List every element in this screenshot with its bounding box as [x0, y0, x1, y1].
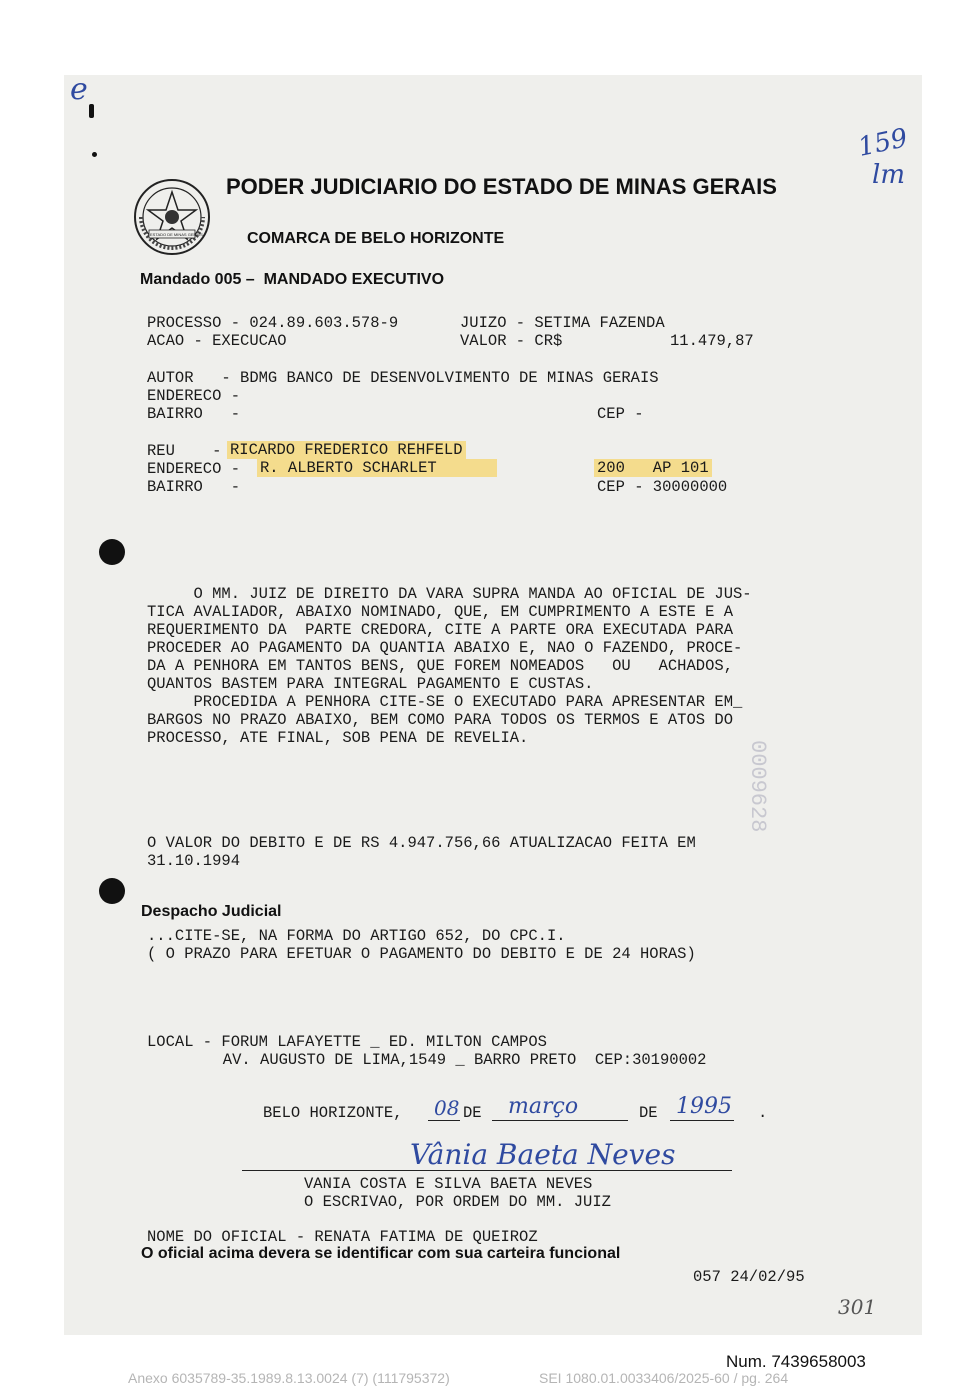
reu-label: REU -: [147, 442, 222, 460]
ink-mark: [89, 104, 94, 118]
document-number: Num. 7439658003: [726, 1352, 866, 1371]
document-title: PODER JUDICIARIO DO ESTADO DE MINAS GERAIS: [226, 174, 777, 199]
reu-cep: CEP - 30000000: [597, 478, 728, 496]
valor-amount: 11.479,87: [670, 332, 754, 350]
signer-role: O ESCRIVAO, POR ORDEM DO MM. JUIZ: [304, 1193, 611, 1211]
handwritten-mark-top-left: e: [70, 72, 88, 107]
autor-bairro: BAIRRO -: [147, 405, 241, 423]
date-city: BELO HORIZONTE,: [263, 1104, 403, 1122]
local-address: AV. AUGUSTO DE LIMA,1549 _ BARRO PRETO CEP:30190002: [167, 1051, 707, 1069]
local-line: LOCAL - FORUM LAFAYETTE _ ED. MILTON CAMPOS: [147, 1033, 547, 1051]
autor-line: AUTOR - BDMG BANCO DE DESENVOLVIMENTO DE MINAS GERAIS: [147, 369, 659, 387]
mandado-body: [147, 585, 752, 747]
handwritten-folio: 301: [838, 1295, 877, 1319]
handwritten-page-number: 159: [855, 123, 911, 163]
body-line: QUANTOS BASTEM PARA INTEGRAL PAGAMENTO E CUSTAS.: [147, 675, 594, 693]
signature-line: [242, 1170, 732, 1171]
mandado-heading: Mandado 005 – MANDADO EXECUTIVO: [140, 271, 445, 288]
reu-name: RICARDO FREDERICO REHFELD: [227, 441, 466, 459]
autor-cep: CEP -: [597, 405, 644, 423]
seal-text: ESTADO DE MINAS GERAIS: [150, 232, 203, 237]
comarca-heading: COMARCA DE BELO HORIZONTE: [247, 230, 505, 247]
juizo: JUIZO - SETIMA FAZENDA: [460, 314, 665, 332]
form-code: 057 24/02/95: [693, 1268, 805, 1286]
month-underline: [492, 1120, 628, 1121]
date-de: DE: [639, 1104, 658, 1122]
handwritten-signature: Vânia Baeta Neves: [410, 1138, 676, 1171]
date-day: 08: [434, 1096, 460, 1120]
valor-label: VALOR - CR$: [460, 332, 563, 350]
date-end: .: [758, 1104, 768, 1122]
body-line: REQUERIMENTO DA PARTE CREDORA, CITE A PARTE ORA EXECUTADA PARA: [147, 621, 733, 639]
anexo-reference: Anexo 6035789-35.1989.8.13.0024 (7) (111795372): [128, 1370, 450, 1386]
handwritten-initials: lm: [872, 160, 905, 190]
reu-endereco: R. ALBERTO SCHARLET: [257, 459, 497, 477]
state-seal-icon: [133, 178, 211, 256]
body-line: TICA AVALIADOR, ABAIXO NOMINADO, QUE, EM CUMPRIMENTO A ESTE E A: [147, 603, 733, 621]
body-line: O MM. JUIZ DE DIREITO DA VARA SUPRA MANDA AO OFICIAL DE JUS-: [147, 585, 752, 603]
date-de: DE: [463, 1104, 482, 1122]
day-underline: [428, 1120, 460, 1121]
reu-numero: 200 AP 101: [594, 459, 712, 477]
body-line: PROCESSO, ATE FINAL, SOB PENA DE REVELIA.: [147, 729, 529, 747]
signer-name: VANIA COSTA E SILVA BAETA NEVES: [304, 1175, 593, 1193]
date-year: 1995: [676, 1094, 732, 1119]
acao: ACAO - EXECUCAO: [147, 332, 287, 350]
year-underline: [670, 1120, 734, 1121]
sei-reference: SEI 1080.01.0033406/2025-60 / pg. 264: [539, 1370, 789, 1386]
processo-number: PROCESSO - 024.89.603.578-9: [147, 314, 399, 332]
oficial-name: NOME DO OFICIAL - RENATA FATIMA DE QUEIROZ: [147, 1228, 538, 1246]
punch-hole: [99, 539, 125, 565]
date-month: março: [508, 1094, 579, 1119]
ink-mark: [92, 152, 97, 157]
reu-bairro: BAIRRO -: [147, 478, 241, 496]
oficial-notice: O oficial acima devera se identificar com sua carteira funcional: [141, 1245, 621, 1262]
valor-debito-date: 31.10.1994: [147, 852, 241, 870]
reu-endereco-label: ENDERECO -: [147, 460, 241, 478]
body-line: DA A PENHORA EM TANTOS BENS, QUE FOREM NOMEADOS OU ACHADOS,: [147, 657, 733, 675]
punch-hole: [99, 878, 125, 904]
despacho-heading: Despacho Judicial: [141, 903, 282, 920]
despacho-line: ...CITE-SE, NA FORMA DO ARTIGO 652, DO CPC.I.: [147, 927, 566, 945]
body-line: PROCEDIDA A PENHORA CITE-SE O EXECUTADO PARA APRESENTAR EM_: [147, 693, 743, 711]
despacho-line: ( O PRAZO PARA EFETUAR O PAGAMENTO DO DEBITO E DE 24 HORAS): [147, 945, 696, 963]
body-line: PROCEDER AO PAGAMENTO DA QUANTIA ABAIXO E, NAO O FAZENDO, PROCE-: [147, 639, 743, 657]
valor-debito-line: O VALOR DO DEBITO E DE RS 4.947.756,66 ATUALIZACAO FEITA EM: [147, 834, 696, 852]
autor-endereco: ENDERECO -: [147, 387, 241, 405]
vertical-stamp: 0009628: [745, 740, 770, 833]
body-line: BARGOS NO PRAZO ABAIXO, BEM COMO PARA TODOS OS TERMOS E ATOS DO: [147, 711, 733, 729]
